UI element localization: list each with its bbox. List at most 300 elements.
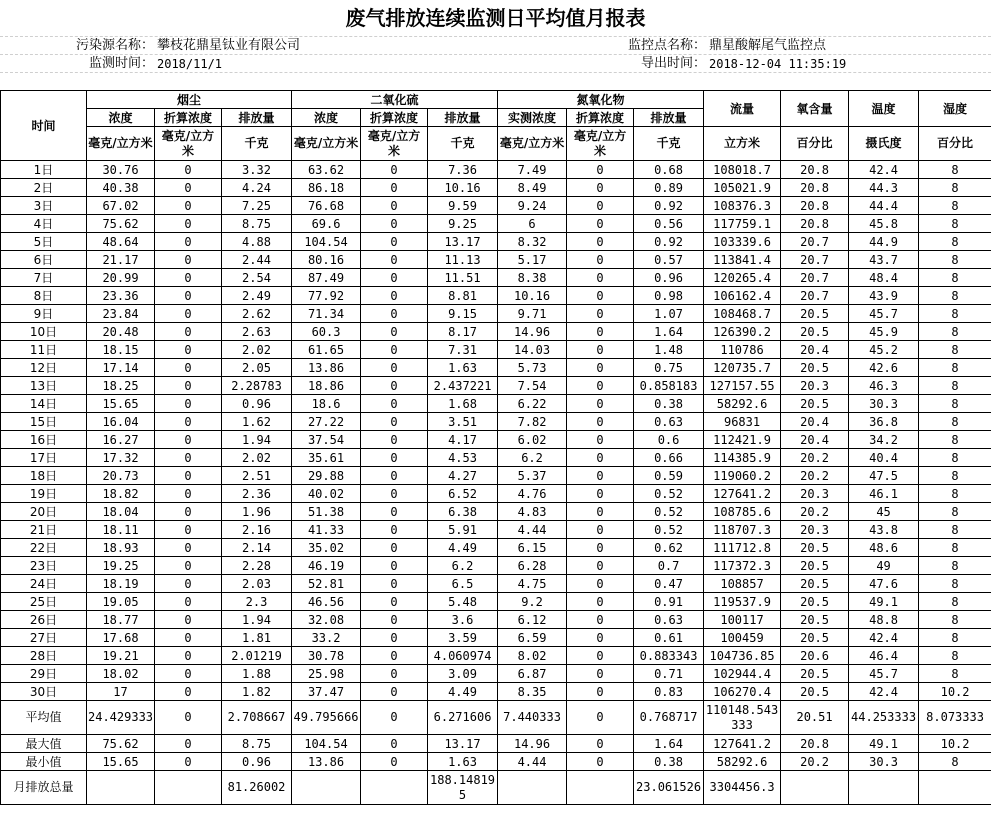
table-cell: 19.21 — [87, 647, 155, 665]
table-row — [1, 629, 991, 647]
table-cell: 63.62 — [292, 161, 361, 179]
table-cell: 188.148195 — [428, 771, 498, 805]
table-cell: 0 — [155, 611, 222, 629]
table-cell: 16.04 — [87, 413, 155, 431]
table-cell: 81.26002 — [222, 771, 292, 805]
table-cell: 0 — [155, 575, 222, 593]
table-cell: 14.03 — [498, 341, 567, 359]
table-cell: 18.02 — [87, 665, 155, 683]
table-cell: 0 — [155, 557, 222, 575]
table-cell: 32.08 — [292, 611, 361, 629]
table-cell: 0 — [361, 665, 428, 683]
table-row — [1, 665, 991, 683]
table-cell: 6.59 — [498, 629, 567, 647]
unit-smoke-conc: 毫克/立方米 — [87, 127, 155, 161]
table-cell: 30.76 — [87, 161, 155, 179]
table-cell — [781, 771, 849, 805]
table-cell: 0 — [361, 197, 428, 215]
table-cell: 4.17 — [428, 431, 498, 449]
header-so2-conv: 折算浓度 — [361, 109, 428, 127]
row-label: 月排放总量 — [1, 771, 87, 805]
row-label: 12日 — [1, 359, 87, 377]
unit-so2-conv: 毫克/立方米 — [361, 127, 428, 161]
table-cell: 110786 — [704, 341, 781, 359]
table-cell: 51.38 — [292, 503, 361, 521]
table-cell: 10.16 — [498, 287, 567, 305]
table-row — [1, 647, 991, 665]
row-label: 10日 — [1, 323, 87, 341]
table-cell: 0.96 — [222, 395, 292, 413]
table-cell: 0.57 — [634, 251, 704, 269]
table-cell: 117759.1 — [704, 215, 781, 233]
table-cell: 19.05 — [87, 593, 155, 611]
table-row — [1, 359, 991, 377]
table-cell: 6.271606 — [428, 701, 498, 735]
table-cell: 71.34 — [292, 305, 361, 323]
table-cell: 42.4 — [849, 629, 919, 647]
table-cell: 0 — [155, 503, 222, 521]
table-cell: 8.75 — [222, 215, 292, 233]
table-cell: 20.5 — [781, 575, 849, 593]
table-cell: 2.3 — [222, 593, 292, 611]
table-cell: 35.02 — [292, 539, 361, 557]
table-cell: 40.4 — [849, 449, 919, 467]
table-cell: 6.38 — [428, 503, 498, 521]
table-cell: 0.7 — [634, 557, 704, 575]
export-label: 导出时间： — [640, 56, 706, 71]
table-row — [1, 413, 991, 431]
table-cell: 0 — [567, 753, 634, 771]
table-cell — [567, 771, 634, 805]
table-cell: 0 — [155, 753, 222, 771]
table-cell: 5.73 — [498, 359, 567, 377]
row-label: 13日 — [1, 377, 87, 395]
table-cell: 23.36 — [87, 287, 155, 305]
table-cell: 45.2 — [849, 341, 919, 359]
table-cell: 6.28 — [498, 557, 567, 575]
table-cell: 40.02 — [292, 485, 361, 503]
table-cell: 20.5 — [781, 539, 849, 557]
table-cell: 46.4 — [849, 647, 919, 665]
table-cell: 112421.9 — [704, 431, 781, 449]
table-cell: 0 — [567, 323, 634, 341]
table-cell: 20.2 — [781, 503, 849, 521]
table-cell: 2.14 — [222, 539, 292, 557]
table-cell: 0 — [361, 341, 428, 359]
table-cell: 8 — [919, 269, 991, 287]
row-label: 3日 — [1, 197, 87, 215]
table-cell: 0 — [361, 539, 428, 557]
row-label: 11日 — [1, 341, 87, 359]
table-cell: 0 — [567, 287, 634, 305]
table-cell: 0 — [361, 251, 428, 269]
table-cell: 8 — [919, 611, 991, 629]
table-cell: 119060.2 — [704, 467, 781, 485]
table-cell: 0.59 — [634, 467, 704, 485]
table-cell: 0 — [361, 485, 428, 503]
table-cell: 42.6 — [849, 359, 919, 377]
header-smoke-emission: 排放量 — [222, 109, 292, 127]
header-so2-conc: 浓度 — [292, 109, 361, 127]
table-cell: 0 — [567, 701, 634, 735]
table-cell: 100459 — [704, 629, 781, 647]
table-cell: 49 — [849, 557, 919, 575]
table-cell: 0 — [155, 647, 222, 665]
table-row — [1, 683, 991, 701]
source-label: 污染源名称： — [75, 38, 154, 53]
table-cell: 20.8 — [781, 197, 849, 215]
table-cell: 20.7 — [781, 287, 849, 305]
table-cell: 14.96 — [498, 735, 567, 753]
table-cell: 0 — [155, 683, 222, 701]
table-cell: 25.98 — [292, 665, 361, 683]
unit-nox-emission: 千克 — [634, 127, 704, 161]
table-cell: 20.8 — [781, 215, 849, 233]
table-cell: 8 — [919, 593, 991, 611]
header-oxygen: 氧含量 — [781, 91, 849, 127]
table-cell: 0.75 — [634, 359, 704, 377]
table-cell: 2.02 — [222, 341, 292, 359]
table-cell: 2.01219 — [222, 647, 292, 665]
table-cell: 27.22 — [292, 413, 361, 431]
table-cell: 48.6 — [849, 539, 919, 557]
table-cell: 18.86 — [292, 377, 361, 395]
table-cell: 42.4 — [849, 161, 919, 179]
unit-humidity: 百分比 — [919, 127, 991, 161]
table-cell: 36.8 — [849, 413, 919, 431]
table-cell: 9.2 — [498, 593, 567, 611]
table-cell: 0 — [361, 753, 428, 771]
table-row — [1, 539, 991, 557]
table-cell: 0 — [361, 503, 428, 521]
table-cell: 80.16 — [292, 251, 361, 269]
point-value: 鼎星酸解尾气监控点 — [709, 38, 827, 53]
table-cell: 113841.4 — [704, 251, 781, 269]
header-nox-conv: 折算浓度 — [567, 109, 634, 127]
table-cell: 0 — [361, 735, 428, 753]
table-cell: 8 — [919, 557, 991, 575]
table-cell: 0 — [155, 161, 222, 179]
table-cell: 20.4 — [781, 341, 849, 359]
table-cell: 0 — [361, 161, 428, 179]
table-cell: 20.5 — [781, 629, 849, 647]
table-cell: 0 — [361, 683, 428, 701]
table-cell: 20.5 — [781, 359, 849, 377]
table-cell: 1.94 — [222, 431, 292, 449]
table-cell: 8 — [919, 359, 991, 377]
table-cell: 44.3 — [849, 179, 919, 197]
table-cell: 0 — [567, 251, 634, 269]
table-cell: 20.5 — [781, 395, 849, 413]
header-group-smoke: 烟尘 — [87, 91, 292, 109]
table-cell: 47.5 — [849, 467, 919, 485]
table-cell: 1.94 — [222, 611, 292, 629]
table-cell: 0 — [567, 269, 634, 287]
unit-temperature: 摄氏度 — [849, 127, 919, 161]
table-cell: 19.25 — [87, 557, 155, 575]
table-cell: 3.09 — [428, 665, 498, 683]
table-cell: 0 — [155, 449, 222, 467]
table-cell — [498, 771, 567, 805]
table-cell: 106270.4 — [704, 683, 781, 701]
table-cell: 7.440333 — [498, 701, 567, 735]
table-cell: 0.98 — [634, 287, 704, 305]
table-cell: 8 — [919, 287, 991, 305]
table-cell: 45.7 — [849, 665, 919, 683]
table-cell: 0 — [155, 251, 222, 269]
unit-so2-emission: 千克 — [428, 127, 498, 161]
table-cell: 0 — [567, 683, 634, 701]
table-cell: 48.8 — [849, 611, 919, 629]
table-cell: 75.62 — [87, 735, 155, 753]
table-cell: 108018.7 — [704, 161, 781, 179]
table-cell: 0 — [361, 701, 428, 735]
table-cell: 0 — [155, 629, 222, 647]
table-cell: 8 — [919, 431, 991, 449]
table-cell: 33.2 — [292, 629, 361, 647]
table-cell: 0.91 — [634, 593, 704, 611]
table-cell: 102944.4 — [704, 665, 781, 683]
header-row-units — [1, 127, 991, 161]
table-cell: 0 — [567, 485, 634, 503]
table-cell: 7.82 — [498, 413, 567, 431]
table-cell: 29.88 — [292, 467, 361, 485]
table-cell: 1.81 — [222, 629, 292, 647]
table-cell: 20.3 — [781, 377, 849, 395]
table-cell: 67.02 — [87, 197, 155, 215]
table-row — [1, 467, 991, 485]
table-cell: 5.91 — [428, 521, 498, 539]
row-label: 17日 — [1, 449, 87, 467]
row-label: 29日 — [1, 665, 87, 683]
table-cell: 8 — [919, 395, 991, 413]
table-cell: 0.62 — [634, 539, 704, 557]
table-cell: 5.48 — [428, 593, 498, 611]
table-cell: 8 — [919, 575, 991, 593]
table-cell: 18.11 — [87, 521, 155, 539]
table-cell: 0 — [361, 431, 428, 449]
table-cell: 17.14 — [87, 359, 155, 377]
table-cell: 8.38 — [498, 269, 567, 287]
table-cell: 45.9 — [849, 323, 919, 341]
header-humidity: 湿度 — [919, 91, 991, 127]
table-cell: 0 — [155, 431, 222, 449]
table-cell: 0 — [361, 377, 428, 395]
table-cell: 0.52 — [634, 485, 704, 503]
table-cell: 120735.7 — [704, 359, 781, 377]
header-flow: 流量 — [704, 91, 781, 127]
row-label: 19日 — [1, 485, 87, 503]
table-cell: 0 — [155, 233, 222, 251]
table-cell: 0 — [155, 701, 222, 735]
table-cell: 8.75 — [222, 735, 292, 753]
table-cell: 20.5 — [781, 683, 849, 701]
table-cell: 6.87 — [498, 665, 567, 683]
header-time: 时间 — [1, 91, 87, 161]
table-cell: 2.62 — [222, 305, 292, 323]
table-cell: 20.8 — [781, 735, 849, 753]
table-row — [1, 323, 991, 341]
table-cell: 14.96 — [498, 323, 567, 341]
table-cell: 20.48 — [87, 323, 155, 341]
table-row — [1, 593, 991, 611]
table-cell: 0 — [155, 521, 222, 539]
table-cell: 8 — [919, 323, 991, 341]
table-cell: 8.35 — [498, 683, 567, 701]
table-cell: 8 — [919, 647, 991, 665]
table-cell: 0 — [567, 179, 634, 197]
table-cell: 37.47 — [292, 683, 361, 701]
table-cell: 0 — [567, 735, 634, 753]
table-cell: 0.89 — [634, 179, 704, 197]
table-cell — [849, 771, 919, 805]
table-cell: 0 — [361, 359, 428, 377]
table-cell: 4.83 — [498, 503, 567, 521]
table-cell: 44.4 — [849, 197, 919, 215]
row-label: 26日 — [1, 611, 87, 629]
table-cell: 1.68 — [428, 395, 498, 413]
table-cell: 49.795666 — [292, 701, 361, 735]
table-cell: 0 — [155, 179, 222, 197]
row-label: 22日 — [1, 539, 87, 557]
table-cell: 4.75 — [498, 575, 567, 593]
table-cell: 6.22 — [498, 395, 567, 413]
table-cell: 10.2 — [919, 683, 991, 701]
table-cell: 18.19 — [87, 575, 155, 593]
table-cell: 37.54 — [292, 431, 361, 449]
table-cell: 5.37 — [498, 467, 567, 485]
table-cell: 0 — [567, 665, 634, 683]
table-cell: 1.63 — [428, 753, 498, 771]
table-row — [1, 161, 991, 179]
table-cell: 4.49 — [428, 539, 498, 557]
table-cell: 20.5 — [781, 323, 849, 341]
table-cell: 126390.2 — [704, 323, 781, 341]
table-cell: 16.27 — [87, 431, 155, 449]
table-cell: 87.49 — [292, 269, 361, 287]
table-cell: 18.6 — [292, 395, 361, 413]
table-cell: 8 — [919, 629, 991, 647]
table-cell: 20.2 — [781, 449, 849, 467]
table-cell: 0 — [567, 467, 634, 485]
table-cell: 2.36 — [222, 485, 292, 503]
table-cell: 61.65 — [292, 341, 361, 359]
table-cell: 35.61 — [292, 449, 361, 467]
table-cell: 6.15 — [498, 539, 567, 557]
report-table — [0, 90, 991, 805]
table-row — [1, 305, 991, 323]
row-label: 5日 — [1, 233, 87, 251]
table-row — [1, 575, 991, 593]
table-cell: 2.51 — [222, 467, 292, 485]
row-label: 2日 — [1, 179, 87, 197]
unit-oxygen: 百分比 — [781, 127, 849, 161]
table-cell: 9.71 — [498, 305, 567, 323]
table-cell: 8.32 — [498, 233, 567, 251]
table-cell: 42.4 — [849, 683, 919, 701]
table-cell: 110148.543333 — [704, 701, 781, 735]
row-label: 28日 — [1, 647, 87, 665]
table-cell: 114385.9 — [704, 449, 781, 467]
table-cell: 75.62 — [87, 215, 155, 233]
table-row — [1, 341, 991, 359]
table-cell: 0.92 — [634, 233, 704, 251]
table-cell: 1.07 — [634, 305, 704, 323]
table-cell: 4.27 — [428, 467, 498, 485]
row-label: 4日 — [1, 215, 87, 233]
table-cell: 8 — [919, 503, 991, 521]
table-cell: 15.65 — [87, 753, 155, 771]
table-cell: 2.05 — [222, 359, 292, 377]
table-cell: 104.54 — [292, 233, 361, 251]
table-cell: 1.64 — [634, 323, 704, 341]
table-cell: 0 — [567, 557, 634, 575]
table-cell: 0 — [567, 629, 634, 647]
row-label: 16日 — [1, 431, 87, 449]
table-cell: 0 — [155, 377, 222, 395]
table-row — [1, 485, 991, 503]
table-cell: 9.24 — [498, 197, 567, 215]
table-cell: 0 — [361, 449, 428, 467]
table-cell: 24.429333 — [87, 701, 155, 735]
table-cell: 8 — [919, 215, 991, 233]
table-cell: 0 — [361, 269, 428, 287]
table-cell: 119537.9 — [704, 593, 781, 611]
table-cell: 30.3 — [849, 395, 919, 413]
table-cell: 8 — [919, 665, 991, 683]
table-cell: 0 — [155, 467, 222, 485]
unit-nox-conv: 毫克/立方米 — [567, 127, 634, 161]
table-cell: 9.25 — [428, 215, 498, 233]
table-cell: 6.2 — [498, 449, 567, 467]
table-cell: 0.66 — [634, 449, 704, 467]
table-cell: 49.1 — [849, 593, 919, 611]
table-cell: 18.15 — [87, 341, 155, 359]
table-cell: 8 — [919, 341, 991, 359]
table-cell: 20.73 — [87, 467, 155, 485]
table-cell: 0.63 — [634, 413, 704, 431]
source-value: 攀枝花鼎星钛业有限公司 — [157, 38, 301, 53]
table-cell: 0 — [361, 413, 428, 431]
table-cell: 0 — [361, 467, 428, 485]
table-cell: 45.7 — [849, 305, 919, 323]
table-cell: 0.768717 — [634, 701, 704, 735]
table-cell: 6.52 — [428, 485, 498, 503]
table-row — [1, 233, 991, 251]
table-cell: 20.5 — [781, 557, 849, 575]
table-cell — [87, 771, 155, 805]
spacer-row — [0, 72, 991, 90]
table-cell: 46.56 — [292, 593, 361, 611]
table-cell: 4.53 — [428, 449, 498, 467]
table-cell: 2.03 — [222, 575, 292, 593]
table-cell: 45 — [849, 503, 919, 521]
table-cell: 108857 — [704, 575, 781, 593]
row-label: 23日 — [1, 557, 87, 575]
table-row — [1, 269, 991, 287]
table-cell: 8 — [919, 449, 991, 467]
table-cell: 0 — [361, 395, 428, 413]
table-cell: 0 — [155, 485, 222, 503]
table-cell: 0.38 — [634, 753, 704, 771]
table-cell: 20.5 — [781, 305, 849, 323]
unit-smoke-conv: 毫克/立方米 — [155, 127, 222, 161]
table-cell: 0 — [567, 521, 634, 539]
table-cell: 1.88 — [222, 665, 292, 683]
table-cell: 40.38 — [87, 179, 155, 197]
table-cell: 0 — [155, 323, 222, 341]
table-cell: 58292.6 — [704, 395, 781, 413]
